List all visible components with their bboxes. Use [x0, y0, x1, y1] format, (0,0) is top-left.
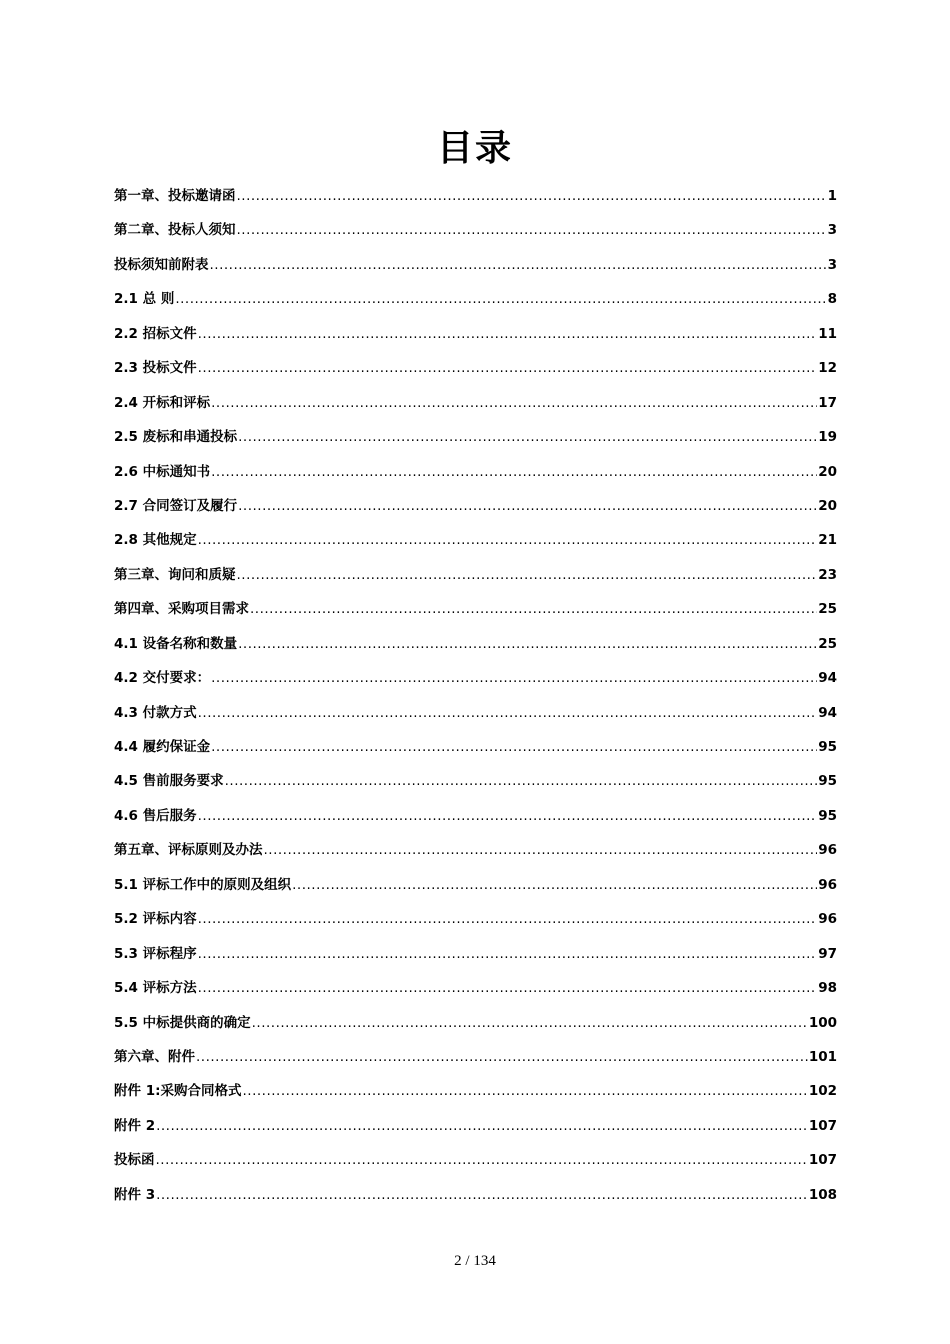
toc-entry-page-number: 101 [808, 1048, 837, 1065]
toc-entry[interactable] [114, 358, 837, 392]
toc-entry[interactable] [114, 324, 837, 358]
toc-dot-leader [237, 186, 827, 206]
toc-entry-page-number: 3 [827, 222, 837, 239]
toc-entry-label: 5.3 评标程序 [114, 945, 197, 962]
toc-entry-page-number: 12 [818, 360, 837, 377]
toc-entry-label: 附件 3 [114, 1186, 156, 1203]
toc-entry-label: 4.3 付款方式 [114, 704, 197, 721]
toc-entry[interactable] [114, 978, 837, 1012]
toc-entry-page-number: 107 [808, 1152, 837, 1169]
toc-entry-label: 4.6 售后服务 [114, 807, 197, 824]
toc-dot-leader [211, 462, 817, 482]
toc-entry-page-number: 3 [827, 256, 837, 273]
toc-entry-label: 2.2 招标文件 [114, 325, 197, 342]
toc-entry[interactable] [114, 289, 837, 323]
toc-dot-leader [243, 1081, 808, 1101]
toc-entry-page-number: 23 [818, 566, 837, 583]
toc-dot-leader [198, 358, 818, 378]
toc-dot-leader [237, 220, 827, 240]
toc-entry-label: 4.1 设备名称和数量 [114, 635, 238, 652]
toc-dot-leader [211, 668, 817, 688]
toc-entry[interactable] [114, 496, 837, 530]
toc-entry[interactable] [114, 1013, 837, 1047]
toc-entry[interactable] [114, 1150, 837, 1184]
toc-entry-label: 4.5 售前服务要求 [114, 773, 224, 790]
toc-entry-label: 2.4 开标和评标 [114, 394, 211, 411]
toc-entry[interactable] [114, 255, 837, 289]
toc-dot-leader [210, 255, 827, 275]
toc-entry-label: 第四章、采购项目需求 [114, 601, 249, 618]
toc-dot-leader [198, 944, 818, 964]
toc-entry[interactable] [114, 944, 837, 978]
toc-dot-leader [198, 806, 818, 826]
toc-entry-page-number: 97 [818, 945, 837, 962]
toc-entry-label: 投标函 [114, 1152, 155, 1169]
toc-dot-leader [198, 978, 818, 998]
toc-entry[interactable] [114, 1116, 837, 1150]
toc-entry-label: 第三章、询问和质疑 [114, 566, 236, 583]
toc-entry-page-number: 102 [808, 1083, 837, 1100]
toc-entry-label: 4.2 交付要求： [114, 670, 211, 687]
toc-dot-leader [238, 496, 817, 516]
toc-entry-page-number: 95 [818, 773, 837, 790]
toc-entry-label: 2.8 其他规定 [114, 532, 197, 549]
toc-dot-leader [211, 393, 817, 413]
toc-dot-leader [264, 840, 818, 860]
toc-entry-page-number: 108 [808, 1186, 837, 1203]
toc-dot-leader [156, 1150, 808, 1170]
toc-dot-leader [238, 634, 817, 654]
toc-entry-label: 2.6 中标通知书 [114, 463, 211, 480]
toc-dot-leader [175, 289, 826, 309]
toc-entry[interactable] [114, 427, 837, 461]
toc-dot-leader [238, 427, 817, 447]
toc-entry[interactable] [114, 1185, 837, 1219]
toc-entry-page-number: 95 [818, 739, 837, 755]
toc-entry[interactable] [114, 634, 837, 668]
toc-dot-leader [156, 1116, 808, 1136]
toc-dot-leader [211, 737, 817, 757]
toc-dot-leader [156, 1185, 808, 1205]
toc-entry-label: 4.4 履约保证金 [114, 739, 211, 755]
toc-dot-leader [198, 530, 818, 550]
toc-entry[interactable] [114, 840, 837, 874]
toc-entry-label: 5.4 评标方法 [114, 980, 197, 997]
table-of-contents [114, 186, 837, 1219]
toc-dot-leader [198, 324, 818, 344]
toc-entry-label: 第一章、投标邀请函 [114, 188, 236, 204]
toc-entry[interactable] [114, 393, 837, 427]
toc-entry[interactable] [114, 1081, 837, 1115]
toc-entry-page-number: 94 [818, 670, 837, 687]
toc-entry-page-number: 1 [827, 188, 837, 204]
toc-entry-page-number: 20 [818, 463, 837, 480]
toc-entry-page-number: 96 [818, 842, 837, 859]
toc-entry-label: 第二章、投标人须知 [114, 222, 236, 239]
toc-entry-label: 2.3 投标文件 [114, 360, 197, 377]
toc-entry-page-number: 21 [818, 532, 837, 549]
toc-entry-page-number: 25 [818, 635, 837, 652]
toc-entry[interactable] [114, 771, 837, 805]
toc-entry-page-number: 94 [818, 704, 837, 721]
toc-dot-leader [252, 1013, 808, 1033]
toc-entry-page-number: 100 [808, 1014, 837, 1031]
toc-entry-page-number: 19 [818, 429, 837, 446]
toc-entry-label: 附件 2 [114, 1117, 156, 1134]
toc-entry-page-number: 8 [827, 291, 837, 308]
toc-entry-page-number: 11 [818, 325, 837, 342]
toc-entry-label: 5.1 评标工作中的原则及组织 [114, 876, 292, 893]
toc-entry-page-number: 107 [808, 1117, 837, 1134]
toc-entry-label: 2.7 合同签订及履行 [114, 497, 238, 514]
toc-entry-label: 第五章、评标原则及办法 [114, 842, 263, 859]
toc-dot-leader [292, 875, 817, 895]
toc-entry-page-number: 98 [818, 980, 837, 997]
toc-entry[interactable] [114, 668, 837, 702]
toc-entry[interactable] [114, 462, 837, 496]
toc-entry-label: 5.5 中标提供商的确定 [114, 1014, 251, 1031]
toc-entry-page-number: 96 [818, 911, 837, 928]
toc-entry-page-number: 20 [818, 497, 837, 514]
toc-entry-label: 第六章、附件 [114, 1048, 195, 1065]
page-number-footer: 2 / 134 [454, 1253, 496, 1269]
toc-entry-page-number: 95 [818, 807, 837, 824]
toc-entry[interactable] [114, 220, 837, 254]
toc-entry[interactable] [114, 186, 837, 220]
toc-dot-leader [225, 771, 818, 791]
toc-entry[interactable] [114, 703, 837, 737]
toc-entry-label: 投标须知前附表 [114, 256, 209, 273]
toc-entry[interactable] [114, 1047, 837, 1081]
toc-dot-leader [250, 599, 817, 619]
toc-entry-page-number: 25 [818, 601, 837, 618]
toc-entry[interactable] [114, 737, 837, 771]
toc-entry[interactable] [114, 530, 837, 564]
toc-entry-page-number: 96 [818, 876, 837, 893]
page-title: 目录 [436, 128, 513, 169]
toc-entry[interactable] [114, 875, 837, 909]
toc-entry[interactable] [114, 909, 837, 943]
toc-entry-page-number: 17 [818, 394, 837, 411]
toc-entry[interactable] [114, 599, 837, 633]
toc-entry[interactable] [114, 565, 837, 599]
toc-dot-leader [198, 703, 818, 723]
toc-entry-label: 附件 1:采购合同格式 [114, 1083, 242, 1100]
toc-dot-leader [198, 909, 818, 929]
toc-dot-leader [237, 565, 818, 585]
toc-entry-label: 2.1 总 则 [114, 291, 175, 308]
toc-entry[interactable] [114, 806, 837, 840]
toc-dot-leader [196, 1047, 808, 1067]
toc-entry-label: 2.5 废标和串通投标 [114, 429, 238, 446]
toc-entry-label: 5.2 评标内容 [114, 911, 197, 928]
